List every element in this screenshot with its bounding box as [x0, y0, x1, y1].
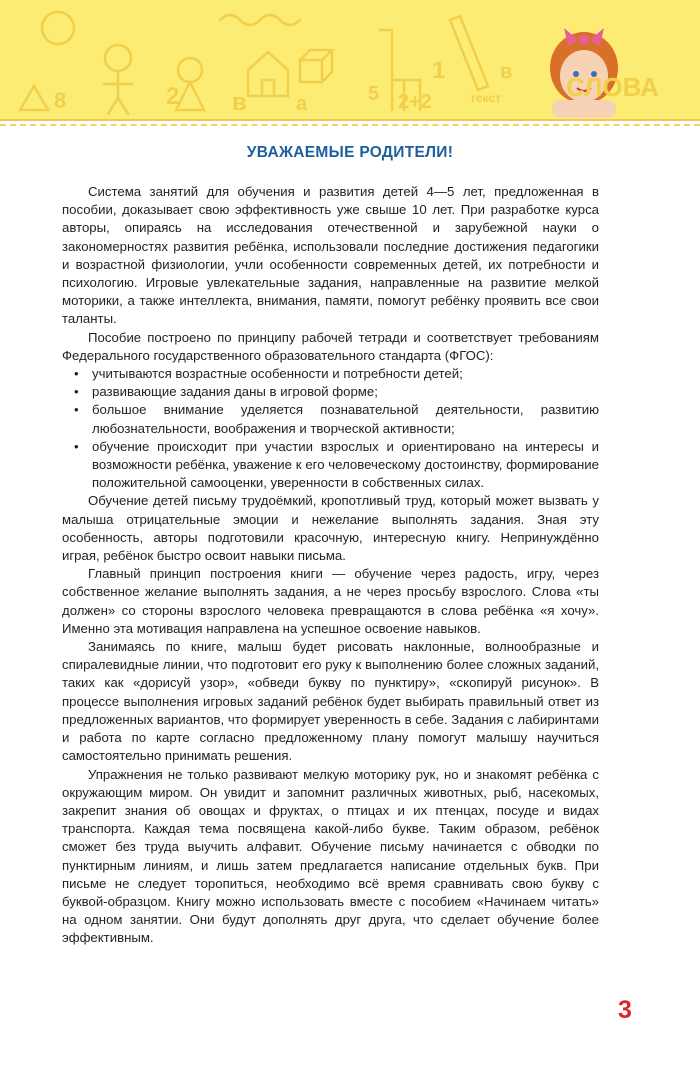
- bullet-item: • развивающие задания даны в игровой форме;: [74, 383, 599, 401]
- girl-figure-dress: [176, 82, 204, 110]
- triangle-doodle: [20, 86, 48, 110]
- girl-figure-head: [178, 58, 202, 82]
- house-doodle: [248, 52, 288, 96]
- doodle-letter-a: а: [296, 93, 308, 115]
- doodle-text-word: текст: [470, 91, 501, 105]
- bullet-item: • учитываются возрастные особенности и потребности детей;: [74, 365, 599, 383]
- pencil-doodle: [450, 16, 488, 90]
- doodle-digit-2: 2: [166, 83, 180, 110]
- stick-figure-body: [104, 71, 132, 114]
- paragraph: Занимаясь по книге, малыш будет рисовать наклонные, волнообразные и спиралевидные линии, что подготовит его руку к выполнению более сложных заданий, таких как «дорисуй узор», «обведи букву по пунктиру», «скопируй рисунок». В процессе выполнения игровых заданий ребёнок будет выбирать правильный ответ из предложенных вариантов, что формирует уверенность в себе. Задания с лабиринтами и работа по карте согласно предложенному плану помогут малышу научиться самостоятельно принимать решения.: [62, 639, 599, 764]
- doodle-digit-8: 8: [54, 88, 67, 113]
- bullet-item: • большое внимание уделяется познавательной деятельности, развитию любознательности, воображения и творческой активности;: [74, 401, 599, 437]
- body-text: [62, 183, 599, 948]
- wave-doodle: [220, 15, 300, 25]
- doodle-digit-5: 5: [368, 83, 380, 105]
- header-divider: [0, 119, 700, 128]
- header-banner: [0, 0, 700, 122]
- page-number: 3: [618, 996, 632, 1024]
- doodle-word-slova: СЛОВА: [566, 72, 659, 102]
- doodle-sum: 2+2: [398, 91, 432, 113]
- paragraph: Система занятий для обучения и развития детей 4—5 лет, предложенная в пособии, доказывает свою эффективность уже свыше 10 лет. При разработке курса авторы, опираясь на исследования отечественной и зарубежной науки о закономерностях развития ребёнка, использовали последние достижения педагогики и возрастной физиологии, учли особенности современных детей, их потребности и психологию. Игровые увлекательные задания, направленные на развитие мелкой моторики, а также интеллекта, внимания, памяти, помогут ребёнку проявить все свои таланты.: [62, 184, 599, 327]
- page-title: УВАЖАЕМЫЕ РОДИТЕЛИ!: [246, 144, 454, 161]
- paragraph: Главный принцип построения книги — обучение через радость, игру, через собственное желание выполнять задания, а не через просьбу взрослого. Слова «ты должен» со стороны взрослого человека превращаются в слова ребёнка «я хочу». Именно эта мотивация направлена на успешное освоение навыков.: [62, 566, 599, 636]
- doodle-letter-v: в: [232, 89, 247, 116]
- doodle-letter-v2: в: [500, 61, 513, 83]
- paragraph: Пособие построено по принципу рабочей тетради и соответствует требованиям Федерального государственного образовательного стандарта (ФГОС):: [62, 329, 599, 363]
- bullet-list: [62, 365, 599, 492]
- doodle-digit-1: 1: [432, 57, 446, 84]
- cube-doodle: [300, 50, 332, 82]
- paragraph: Обучение детей письму трудоёмкий, кропотливый труд, который может вызвать у малыша отрицательные эмоции и нежелание выполнять задания. Зная эту особенность, авторы подготовили красочную, интересную книгу. Непринуждённо играя, ребёнок быстро освоит навыки письма.: [62, 493, 599, 564]
- bullet-item: • обучение происходит при участии взрослых и ориентировано на интересы и возможности ребёнка, уважение к его человеческому достоинству, формирование положительной самооценки, уверенности в собственных силах.: [74, 438, 599, 493]
- paragraph: Упражнения не только развивают мелкую моторику рук, но и знакомят ребёнка с окружающим миром. Он увидит и запомнит различных животных, рыб, насекомых, закрепит знания об овощах и фруктах, о птицах и их птенцах, посуде и видах транспорта. Каждая тема посвящена какой-либо букве. Таким образом, ребёнок сможет без труда выучить алфавит. Обучение письму начинается с обводки по пунктирным линиям, и лишь затем предлагается написание отдельных букв. При письме не следует торопиться, необходимо всё время сравнивать свою букву с буквой-образцом. Книгу можно использовать вместе с пособием «Начинаем читать» на одном занятии. Они будут дополнять друг друга, что сделает обучение более эффективным.: [62, 766, 599, 946]
- sun-doodle: [42, 12, 74, 44]
- header-doodles: [0, 0, 700, 122]
- stick-figure-head: [105, 45, 131, 71]
